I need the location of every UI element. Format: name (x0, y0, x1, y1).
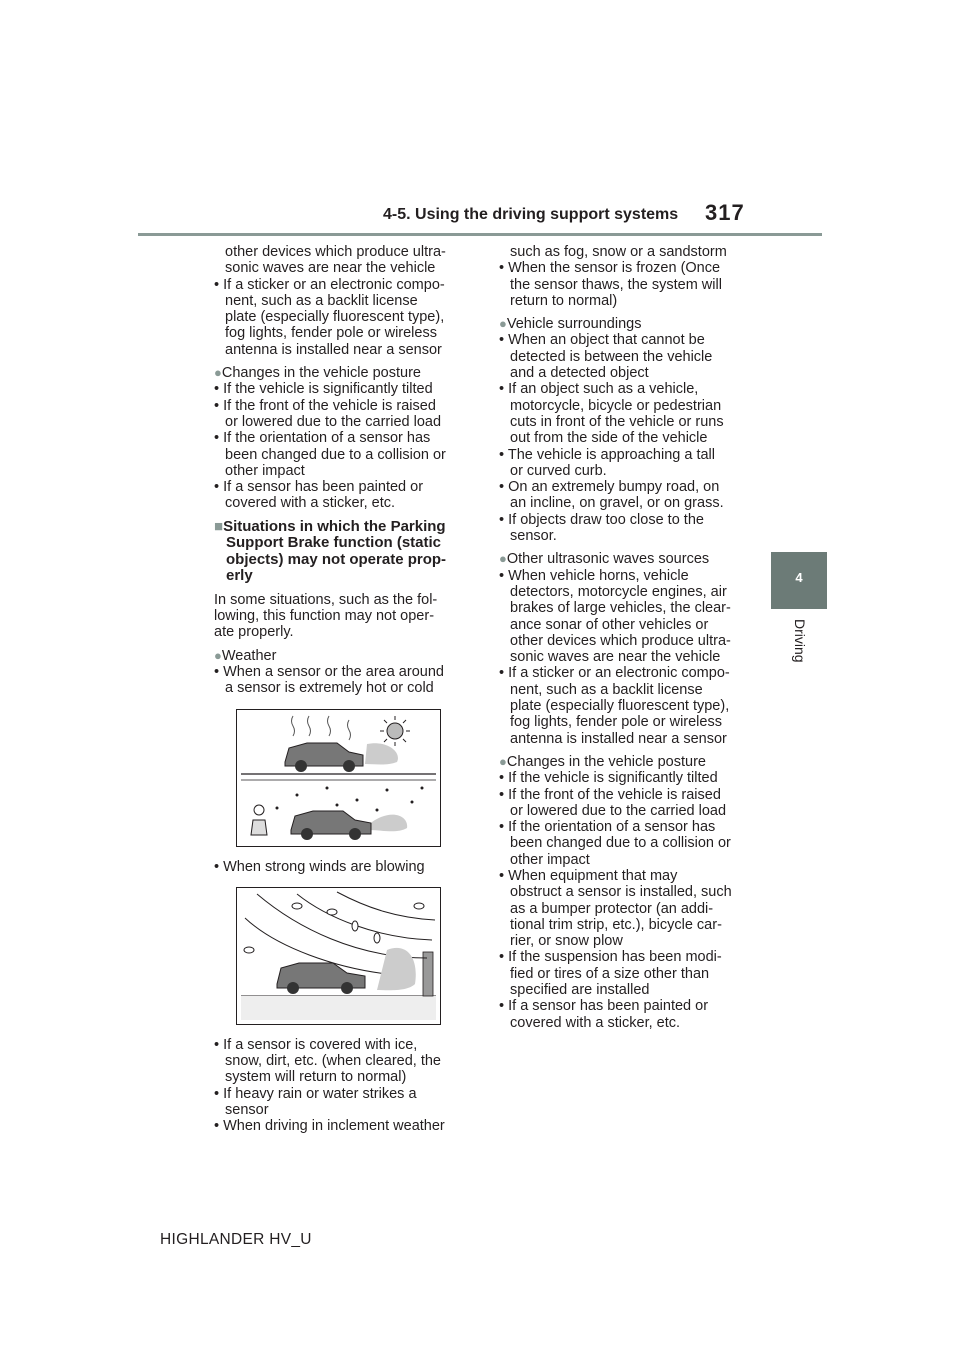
model-footer: HIGHLANDER HV_U (160, 1231, 312, 1248)
condition-title: Vehicle surroundings (506, 316, 642, 333)
section-title: 4-5. Using the driving support systems (383, 206, 679, 223)
condition-title: Other ultrasonic waves sources (506, 551, 710, 568)
bullet-item: • If a sticker or an electronic compo- (214, 276, 445, 293)
text-line: fog lights, fender pole or wireless (510, 714, 722, 731)
bullet-item: • If an object such as a vehicle, (499, 381, 699, 398)
text-line: other devices which produce ultra- (225, 244, 446, 260)
text-line: sonic waves are near the vehicle (225, 260, 436, 277)
circle-bullet-icon: ● (214, 647, 222, 663)
text-line: specified are installed (510, 982, 650, 999)
text-line: system will return to normal) (225, 1069, 407, 1086)
text-line: or curved curb. (510, 462, 607, 479)
text-line: brakes of large vehicles, the clear- (510, 600, 731, 617)
bullet-item: • If a sensor has been painted or (499, 998, 709, 1015)
text-line: motorcycle, bicycle or pedestrian (510, 397, 722, 414)
car-icon (285, 743, 363, 772)
text-line: sonic waves are near the vehicle (510, 649, 721, 666)
section-heading: ■Situations in which the Parking Support Brake function (static objects) may not operate prop- erly (214, 517, 447, 585)
text-line: snow, dirt, etc. (when cleared, the (225, 1053, 441, 1070)
bullet-item: • If the vehicle is significantly tilted (499, 770, 718, 787)
condition-title: Changes in the vehicle posture (506, 753, 706, 770)
chapter-label: Driving (792, 619, 808, 663)
text-line: a sensor is extremely hot or cold (225, 680, 434, 697)
text-line: return to normal) (510, 292, 618, 309)
bullet-item: • If objects draw too close to the (499, 511, 704, 528)
text-line: ance sonar of other vehicles or (510, 616, 709, 633)
bullet-item: • On an extremely bumpy road, on (499, 479, 720, 496)
bullet-item: • If a sensor has been painted or (214, 479, 424, 496)
bullet-item: • If heavy rain or water strikes a (214, 1085, 417, 1102)
text-line: covered with a sticker, etc. (510, 1014, 681, 1031)
text-line: cuts in front of the vehicle or runs (510, 413, 724, 430)
bullet-item: • If the front of the vehicle is raised (499, 786, 721, 803)
bullet-item: • If the vehicle is significantly tilted (214, 381, 433, 398)
text-line: such as fog, snow or a sandstorm (510, 244, 727, 260)
text-line: antenna is installed near a sensor (510, 730, 727, 747)
text-line: rier, or snow plow (510, 933, 623, 950)
text-line: In some situations, such as the fol- (214, 591, 438, 608)
text-line: the sensor thaws, the system will (510, 276, 722, 293)
bullet-item: • When the sensor is frozen (Once (499, 260, 721, 277)
weather-illustration (236, 709, 441, 847)
text-line: fied or tires of a size other than (510, 965, 710, 982)
text-line: other impact (225, 462, 305, 479)
header-divider (138, 233, 822, 236)
right-column (499, 244, 754, 1031)
condition-title: Changes in the vehicle posture (221, 365, 421, 382)
bullet-item: • If a sensor is covered with ice, (214, 1036, 418, 1053)
bullet-item: • The vehicle is approaching a tall (499, 446, 715, 463)
chapter-number: 4 (795, 570, 803, 585)
bullet-item: • If the orientation of a sensor has (214, 430, 431, 447)
text-line: ate properly. (214, 624, 294, 641)
bullet-item: • When driving in inclement weather (214, 1118, 445, 1135)
square-bullet-icon: ■ (214, 517, 224, 535)
text-line: been changed due to a collision or (510, 835, 731, 852)
text-line: sensor. (510, 528, 557, 545)
bullet-item: • When equipment that may (499, 867, 678, 884)
text-line: covered with a sticker, etc. (225, 495, 396, 512)
text-line: or lowered due to the carried load (225, 413, 442, 430)
sun-icon (380, 716, 410, 746)
text-line: an incline, on gravel, or on grass. (510, 495, 724, 512)
text-line: or lowered due to the carried load (510, 802, 727, 819)
text-line: other devices which produce ultra- (510, 632, 731, 649)
left-column (214, 244, 469, 1135)
circle-bullet-icon: ● (499, 753, 507, 769)
page-number: 317 (705, 200, 745, 225)
text-line: been changed due to a collision or (225, 446, 446, 463)
text-line: plate (especially fluorescent type), (510, 698, 730, 715)
bullet-item: • If the suspension has been modi- (499, 949, 722, 966)
chapter-label-wrap (790, 619, 810, 672)
bullet-item: • If a sticker or an electronic compo- (499, 665, 730, 682)
bullet-item: • When vehicle horns, vehicle (499, 567, 689, 584)
circle-bullet-icon: ● (499, 316, 507, 332)
bullet-item: • When a sensor or the area around (214, 663, 444, 680)
car-icon (291, 811, 371, 840)
circle-bullet-icon: ● (214, 365, 222, 381)
text-line: fog lights, fender pole or wireless (225, 325, 437, 342)
text-line: nent, such as a backlit license (225, 292, 418, 309)
text-line: tional trim strip, etc.), bicycle car- (510, 916, 722, 933)
bullet-item: • If the front of the vehicle is raised (214, 397, 436, 414)
text-line: other impact (510, 851, 590, 868)
text-line: detected is between the vehicle (510, 348, 713, 365)
condition-title: Weather (221, 647, 277, 664)
circle-bullet-icon: ● (499, 551, 507, 567)
text-line: plate (especially fluorescent type), (225, 309, 445, 326)
text-line: and a detected object (510, 365, 649, 382)
text-line: out from the side of the vehicle (510, 430, 708, 447)
bullet-item: • When strong winds are blowing (214, 858, 425, 875)
text-line: sensor (225, 1102, 269, 1119)
text-line: nent, such as a backlit license (510, 681, 703, 698)
wind-illustration (236, 887, 441, 1025)
text-line: lowing, this function may not oper- (214, 608, 435, 625)
bullet-item: • When an object that cannot be (499, 332, 705, 349)
text-line: detectors, motorcycle engines, air (510, 583, 727, 600)
text-line: as a bumper protector (an addi- (510, 900, 714, 917)
person-icon (251, 805, 267, 835)
bullet-item: • If the orientation of a sensor has (499, 819, 716, 836)
text-line: antenna is installed near a sensor (225, 341, 442, 358)
text-line: obstruct a sensor is installed, such (510, 884, 732, 901)
